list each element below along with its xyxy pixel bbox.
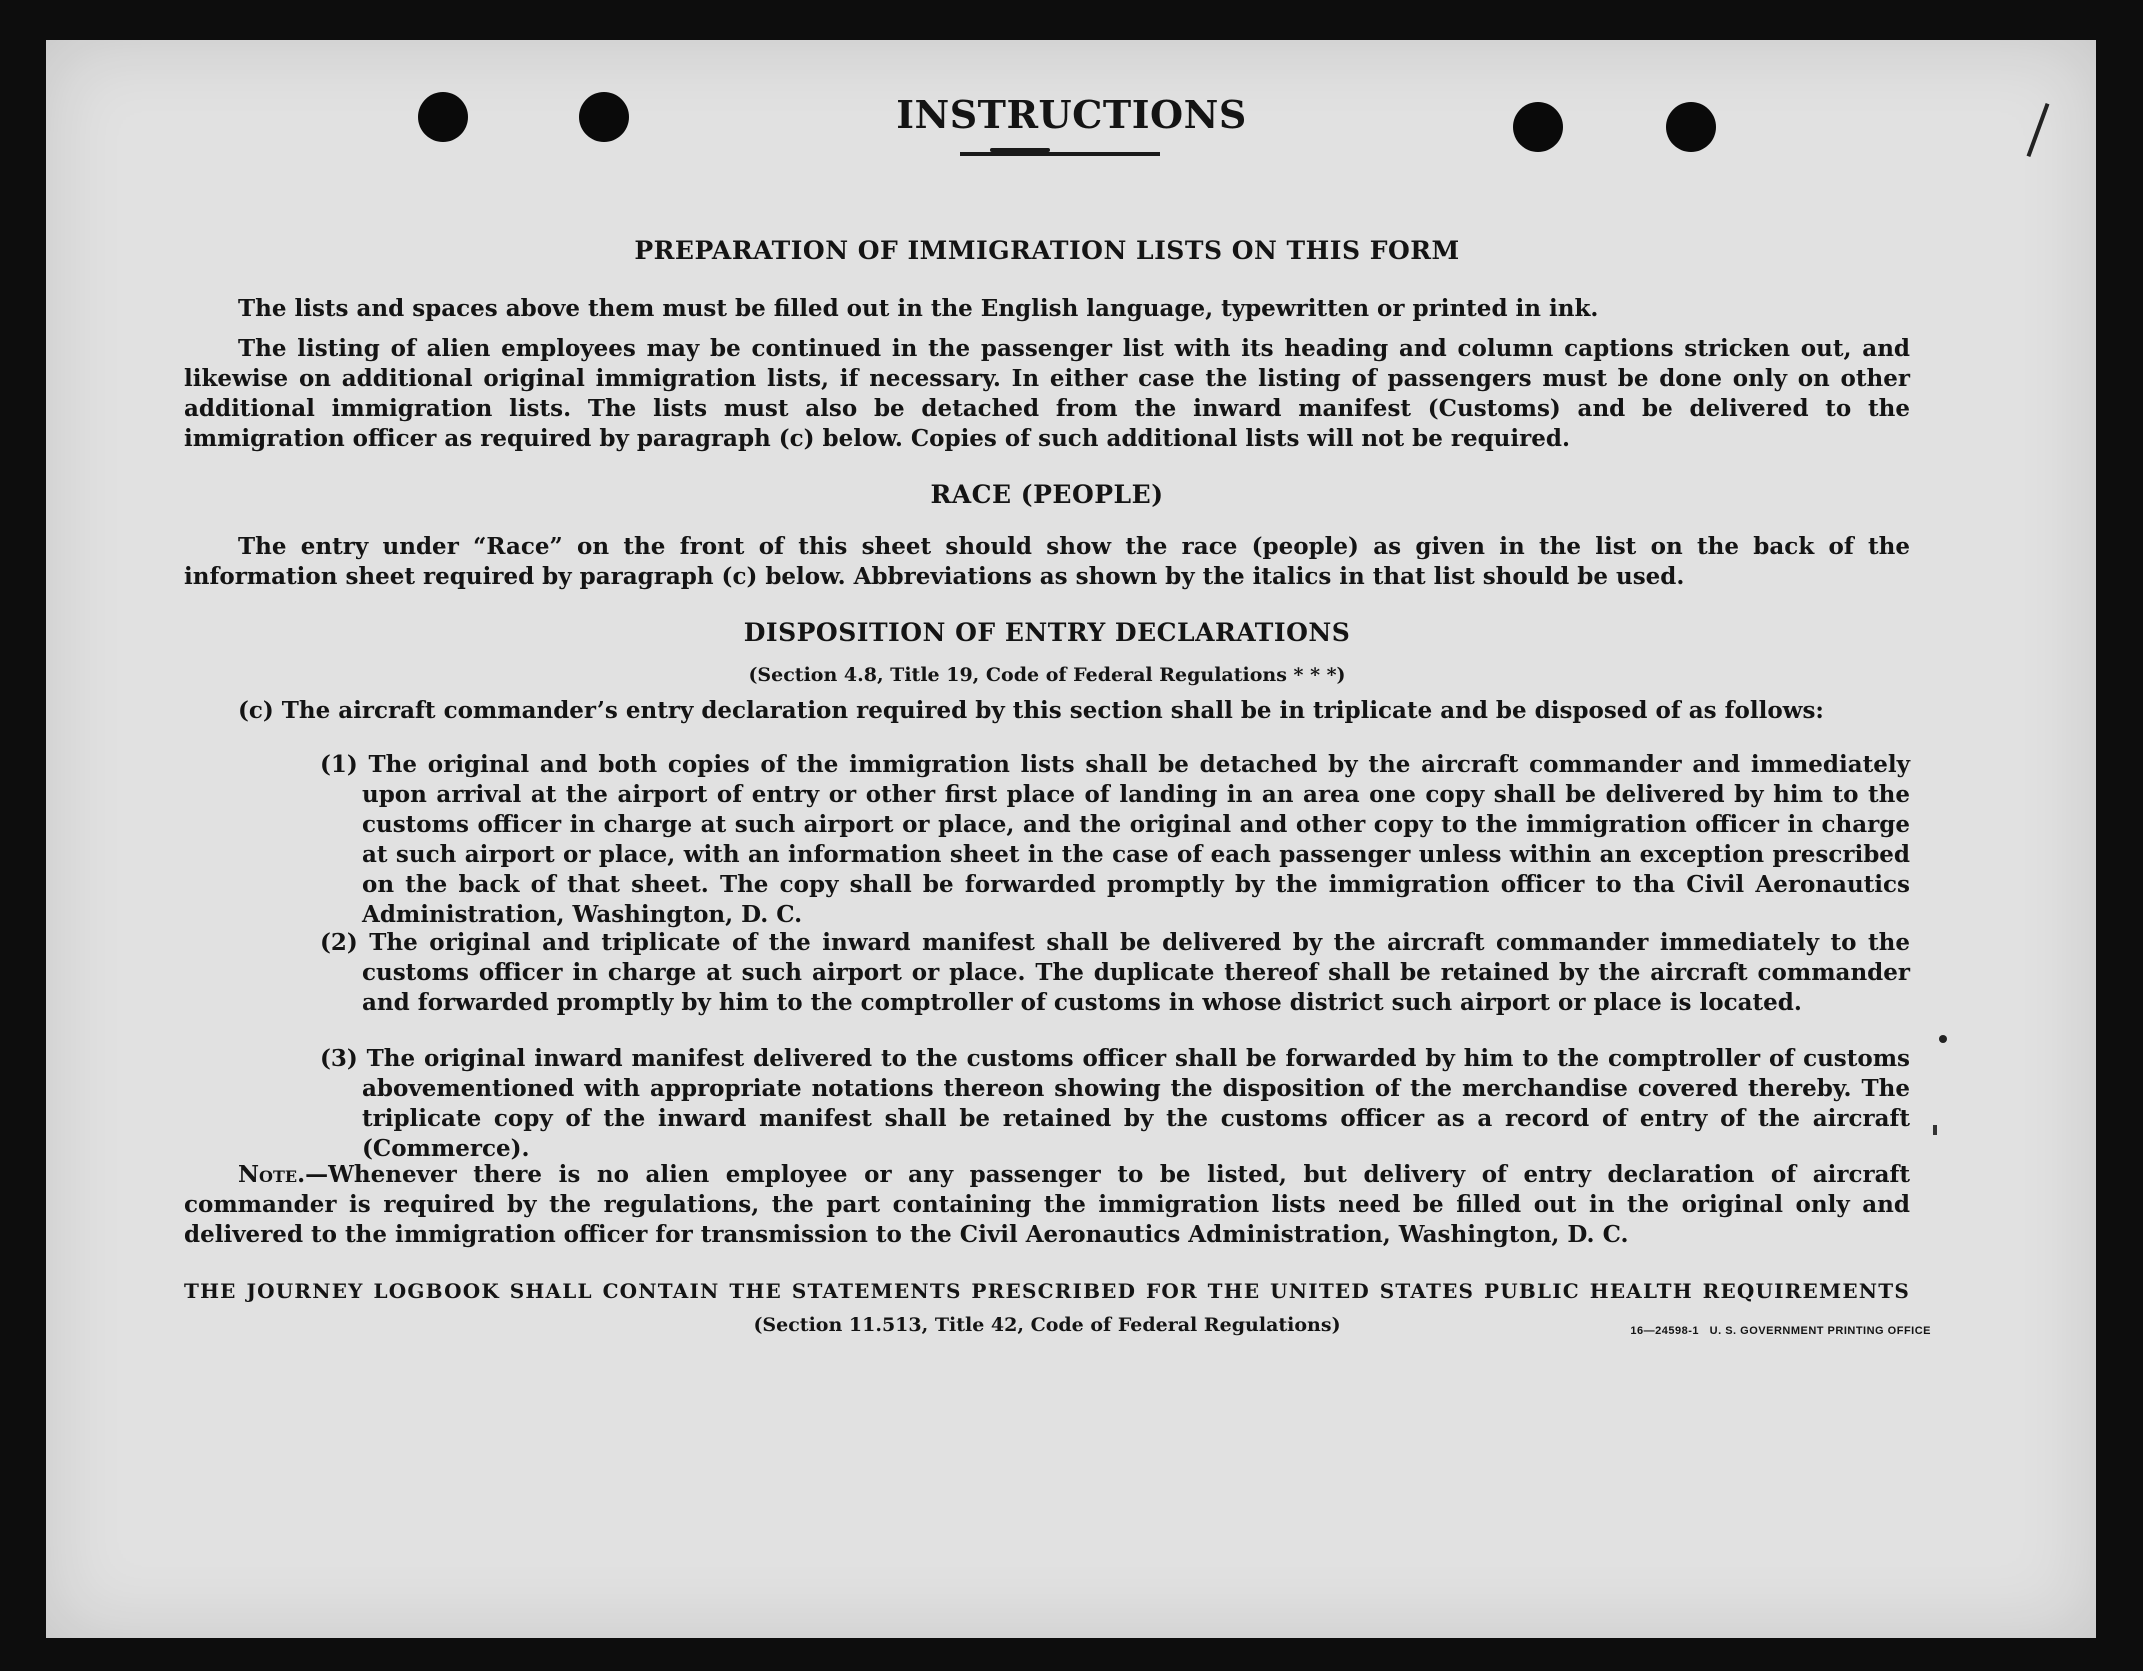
paragraph-race: The entry under “Race” on the front of this sheet should show the race (people) as given in the list on the back of the information sheet required by paragraph (c) below. Abbreviations as shown by the italics in that list should be used. [184,533,1910,590]
list-item-3: (3) The original inward manifest delivered to the customs officer shall be forwarded by him to the comptroller of customs abovementioned with appropriate notations thereon showing the disposition of the merchandise covered thereby. The triplicate copy of the inward manifest shall be retained by the customs officer as a record of entry of the aircraft (Commerce). [320,1045,1910,1162]
section-heading-race: RACE (PEOPLE) [930,480,1164,509]
stray-mark [1933,1125,1937,1135]
stray-mark [1939,1035,1947,1043]
page-title: INSTRUCTIONS [896,92,1247,137]
printer-name: U. S. GOVERNMENT PRINTING OFFICE [1709,1325,1931,1337]
list-item-2: (2) The original and triplicate of the inward manifest shall be delivered by the aircraft commander immediately to the customs officer in charge at such airport or place. The duplicate thereof shall be retained by the aircraft commander and forwarded promptly by him to the comptroller of customs in whose district such airport or place is located. [320,929,1910,1016]
paragraph-language: The lists and spaces above them must be filled out in the English language, typewritten or printed in ink. [238,295,1599,322]
form-number: 16—24598-1 [1630,1325,1699,1337]
health-statement: THE JOURNEY LOGBOOK SHALL CONTAIN THE STATEMENTS PRESCRIBED FOR THE UNITED STATES PUBLIC HEALTH REQUIREMENTS [184,1279,1910,1303]
disposition-citation: (Section 4.8, Title 19, Code of Federal Regulations * * *) [748,664,1346,686]
paragraph-alien-employees: The listing of alien employees may be continued in the passenger list with its heading and column captions stricken out, and likewise on additional original immigration lists, if necessary. In either case the listing of passengers must be done only on other additional immigration lists. The lists must also be detached from the inward manifest (Customs) and be delivered to the immigration officer as required by paragraph (c) below. Copies of such additional lists will not be required. [184,335,1910,452]
section-heading-disposition: DISPOSITION OF ENTRY DECLARATIONS [743,618,1351,647]
paragraph-c-intro: (c) The aircraft commander’s entry declaration required by this section shall be in triplicate and be disposed of as follows: [238,697,1824,724]
note-label: Note. [238,1161,306,1188]
section-heading-preparation: PREPARATION OF IMMIGRATION LISTS ON THIS FORM [634,236,1460,265]
note-text: —Whenever there is no alien employee or any passenger to be listed, but delivery of entry declaration of aircraft commander is required by the regulations, the part containing the immigration lists need be filled out in the original only and delivered to the immigration officer for transmission to the Civil Aeronautics Administration, Washington, D. C. [184,1161,1910,1248]
health-citation: (Section 11.513, Title 42, Code of Federal Regulations) [753,1314,1341,1336]
printer-footer [1630,1325,1931,1337]
title-ornament-rule [960,152,1160,156]
paragraph-note [184,1160,1910,1250]
list-item-1: (1) The original and both copies of the immigration lists shall be detached by the aircraft commander and immediately upon arrival at the airport of entry or other first place of landing in an area one copy shall be delivered by him to the customs officer in charge at such airport or place, and the original and other copy to the immigration officer in charge at such airport or place, with an information sheet in the case of each passenger unless within an exception prescribed on the back of that sheet. The copy shall be forwarded promptly by the immigration officer to tha Civil Aeronautics Administration, Washington, D. C. [320,751,1910,928]
